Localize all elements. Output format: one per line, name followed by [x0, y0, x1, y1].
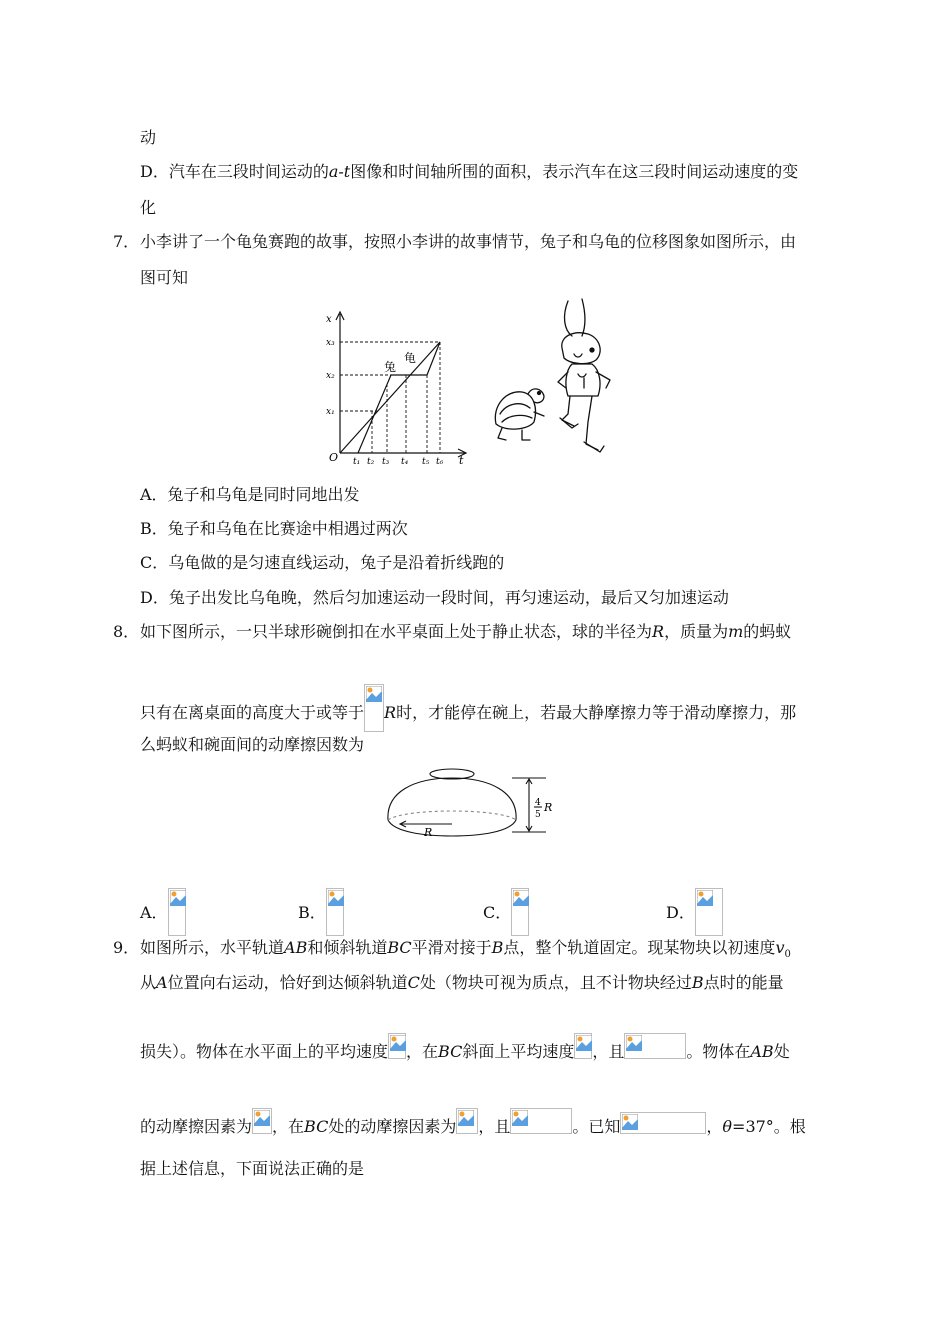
question-9-number: 9．	[113, 938, 140, 957]
label-bc: BC	[438, 1042, 463, 1061]
t3-tick: t₃	[382, 457, 390, 466]
q8-text-b: ，质量为	[664, 622, 729, 641]
q8-option-a[interactable]	[140, 888, 186, 936]
q8-option-a-image	[168, 888, 186, 936]
question-7-option-b: B．兔子和乌龟在比赛途中相遇过两次	[140, 519, 408, 538]
q9-text-2b: 位置向右运动，恰好到达倾斜轨道	[167, 973, 408, 992]
x1-tick: x₁	[326, 407, 335, 417]
broken-image-icon	[170, 890, 186, 906]
formula-image-placeholder	[620, 1112, 706, 1134]
theta-variable: θ	[722, 1117, 733, 1136]
formula-image-placeholder	[574, 1033, 592, 1059]
q9-text-4b: ，在	[272, 1117, 305, 1136]
label-bc: BC	[387, 938, 412, 957]
rabbit-label: 兔	[384, 360, 397, 374]
q8-option-b-image	[326, 888, 344, 936]
label-ab: AB	[750, 1042, 774, 1061]
question-8-line2	[140, 684, 796, 732]
q9-text-1b: 和倾斜轨道	[307, 938, 388, 957]
question-7-number: 7．	[113, 232, 140, 251]
radius-variable: R	[652, 622, 665, 641]
hemisphere-bowl-figure	[384, 762, 568, 844]
q9-text-4c: 处的动摩擦因素为	[328, 1117, 457, 1136]
t6-tick: t₆	[436, 457, 444, 466]
q8-option-c-label: C．	[483, 903, 512, 922]
q8-option-d-label: D．	[666, 903, 695, 922]
height-denominator: 5	[535, 810, 541, 820]
label-c: C	[407, 973, 420, 992]
question-9-line5: 据上述信息，下面说法正确的是	[140, 1159, 365, 1178]
q9-text-4a: 的动摩擦因素为	[140, 1117, 253, 1136]
q9-text-3f: 处	[773, 1042, 790, 1061]
q8-option-c-image	[511, 888, 529, 936]
q8-option-d[interactable]	[666, 888, 723, 936]
formula-image-placeholder	[456, 1108, 478, 1134]
velocity-variable: v	[775, 938, 785, 957]
question-9-line3	[140, 1033, 790, 1063]
x3-tick: x₃	[326, 338, 335, 348]
q8-text-a: 如下图所示，一只半球形碗倒扣在水平桌面上处于静止状态，球的半径为	[140, 622, 653, 641]
t-axis-label: t	[459, 454, 464, 466]
broken-image-icon	[458, 1110, 474, 1126]
question-8-line1	[140, 621, 791, 643]
broken-image-icon	[576, 1035, 592, 1051]
turtle-label: 龟	[404, 351, 417, 365]
label-b: B	[491, 938, 504, 957]
q9-text-4d: ，且	[478, 1117, 511, 1136]
displacement-time-graph	[322, 308, 472, 466]
question-8-number: 8．	[113, 622, 140, 641]
question-9-line1	[140, 937, 791, 966]
formula-image-placeholder	[252, 1108, 272, 1134]
formula-image-placeholder	[388, 1033, 406, 1059]
question-7-option-c: C．乌龟做的是匀速直线运动，兔子是沿着折线跑的	[140, 553, 505, 572]
q9-text-3a: 损失）。物体在水平面上的平均速度	[140, 1042, 389, 1061]
height-numerator: 4	[535, 798, 541, 808]
formula-image-placeholder	[364, 684, 384, 732]
x2-tick: x₂	[326, 371, 335, 381]
at-variable: a-t	[328, 162, 351, 181]
broken-image-icon	[390, 1035, 406, 1051]
formula-image-placeholder	[624, 1033, 686, 1059]
option-d-prev-text: D．汽车在三段时间运动的	[140, 162, 329, 181]
q8-text-e: 时，才能停在碗上，若最大静摩擦力等于滑动摩擦力，那	[396, 703, 797, 722]
q9-text-4f: ，	[706, 1117, 723, 1136]
radius-label: R	[424, 826, 433, 839]
q9-text-2a: 从	[140, 973, 157, 992]
option-d-prev-end: 化	[140, 198, 157, 217]
q9-text-1c: 平滑对接于	[411, 938, 492, 957]
broken-image-icon	[513, 890, 529, 906]
q9-text-3e: 。物体在	[686, 1042, 751, 1061]
origin-label: O	[329, 451, 339, 464]
option-d-prev-rest: 图像和时间轴所围的面积，表示汽车在这三段时间运动速度的变	[350, 162, 799, 181]
question-8-line3: 么蚂蚁和碗面间的动摩擦因数为	[140, 735, 365, 754]
question-9-line4	[140, 1108, 806, 1138]
x-axis-label: x	[326, 314, 332, 325]
formula-image-placeholder	[510, 1108, 572, 1134]
t1-tick: t₁	[353, 457, 361, 466]
label-b: B	[691, 973, 704, 992]
question-7-line2: 图可知	[140, 268, 189, 287]
q9-text-4g: =37°。根	[732, 1117, 806, 1136]
q8-option-d-image	[695, 888, 723, 936]
q8-text-d: 只有在离桌面的高度大于或等于	[140, 703, 365, 722]
label-ab: AB	[284, 938, 308, 957]
q9-text-1a: 如图所示，水平轨道	[140, 938, 285, 957]
height-variable: R	[544, 801, 553, 814]
broken-image-icon	[366, 686, 382, 702]
q8-option-b[interactable]	[298, 888, 344, 936]
q8-option-b-label: B．	[298, 903, 326, 922]
broken-image-icon	[622, 1114, 638, 1130]
q9-text-2d: 点时的能量	[703, 973, 784, 992]
t4-tick: t₄	[401, 457, 409, 466]
broken-image-icon	[697, 890, 713, 906]
t5-tick: t₅	[422, 457, 430, 466]
t2-tick: t₂	[367, 457, 375, 466]
radius-variable: R	[384, 703, 397, 722]
broken-image-icon	[626, 1035, 642, 1051]
q9-text-3b: ，在	[406, 1042, 439, 1061]
q8-option-a-label: A．	[140, 903, 168, 922]
option-d-prev	[140, 161, 798, 183]
q9-text-1d: 点，整个轨道固定。现某物块以初速度	[503, 938, 776, 957]
label-a: A	[156, 973, 168, 992]
question-9-line2	[140, 972, 784, 994]
label-bc: BC	[304, 1117, 329, 1136]
turtle-rabbit-illustration	[488, 296, 628, 458]
question-7-line1: 小李讲了一个龟兔赛跑的故事，按照小李讲的故事情节，兔子和乌龟的位移图象如图所示，由	[140, 232, 797, 251]
broken-image-icon	[254, 1110, 270, 1126]
broken-image-icon	[328, 890, 344, 906]
q9-text-4e: 。已知	[572, 1117, 621, 1136]
q8-text-c: 的蚂蚁	[743, 622, 792, 641]
mass-variable: m	[728, 622, 744, 641]
continuation-text: 动	[140, 128, 157, 147]
question-7-option-a: A．兔子和乌龟是同时同地出发	[140, 485, 360, 504]
velocity-subscript: 0	[784, 949, 791, 961]
q9-text-3d: ，且	[592, 1042, 625, 1061]
q9-text-3c: 斜面上平均速度	[462, 1042, 575, 1061]
question-7-option-d: D．兔子出发比乌龟晚，然后匀加速运动一段时间，再匀速运动，最后又匀加速运动	[140, 588, 729, 607]
q8-option-c[interactable]	[483, 888, 529, 936]
broken-image-icon	[512, 1110, 528, 1126]
q9-text-2c: 处（物块可视为质点，且不计物块经过	[419, 973, 692, 992]
